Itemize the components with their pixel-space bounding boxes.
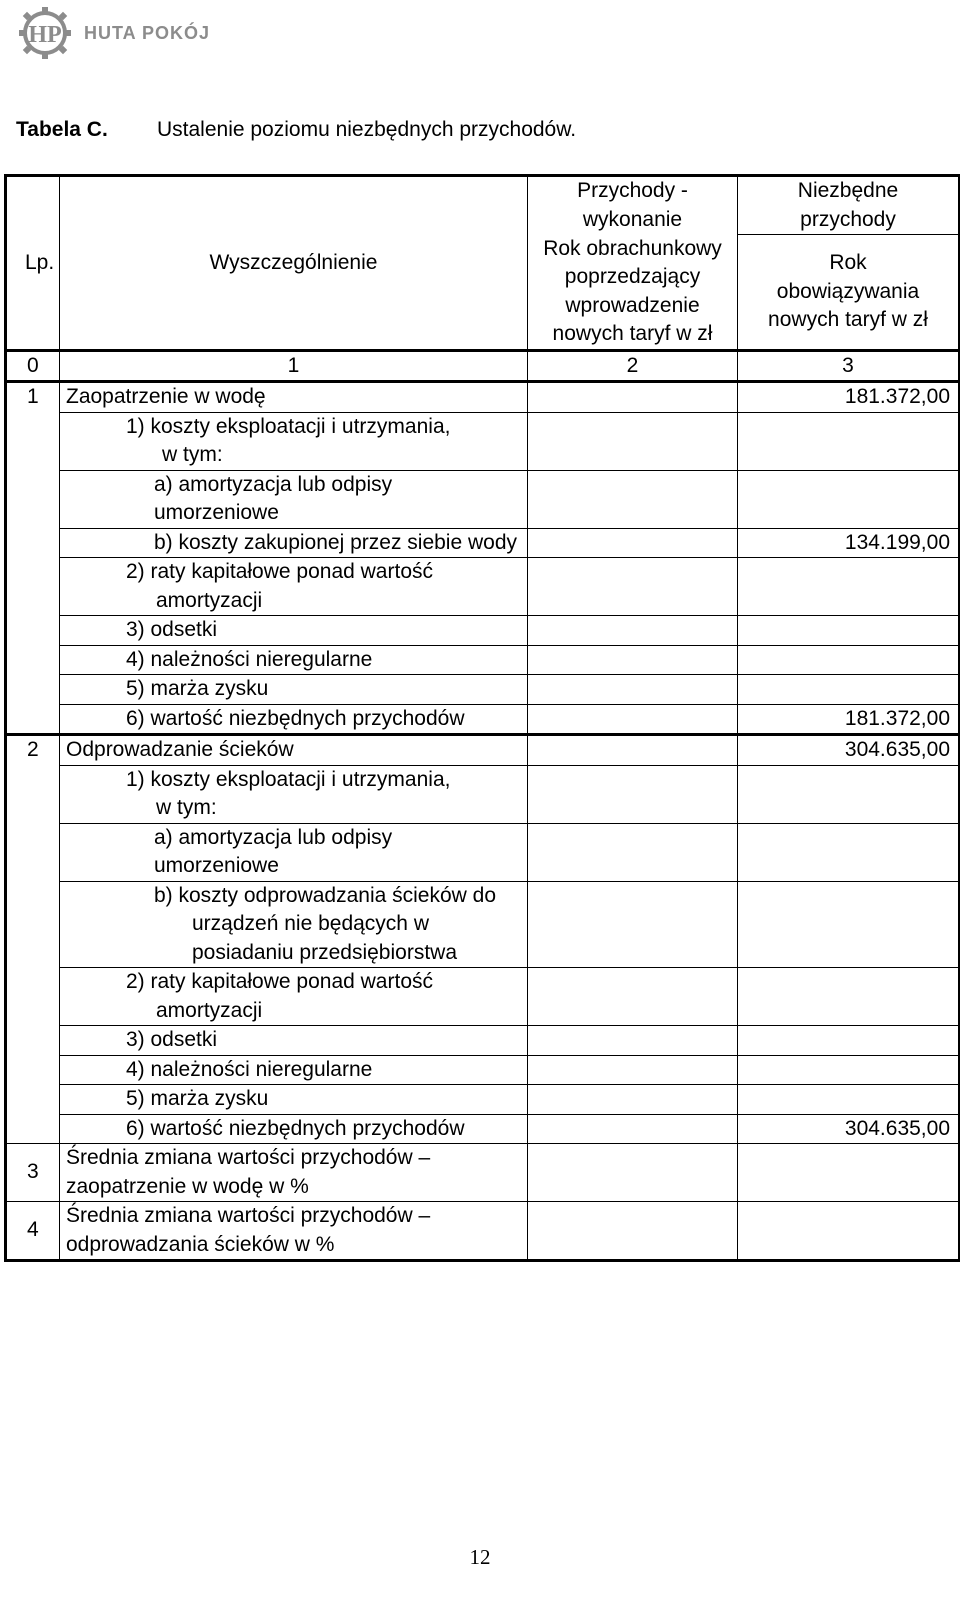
s2-rb3: posiadaniu przedsiębiorstwa (192, 940, 457, 964)
colnum-2: 2 (528, 350, 738, 382)
s1-rb-value: 134.199,00 (738, 528, 960, 558)
table-row (6, 616, 960, 646)
gear-logo-icon (14, 4, 76, 62)
table-row (6, 823, 960, 881)
table-row (6, 1114, 960, 1144)
s2-r1a: 1) koszty eksploatacji i utrzymania, (126, 767, 451, 791)
s3-line2: zaopatrzenie w wodę w % (66, 1174, 309, 1198)
s1-r3: 3) odsetki (60, 616, 528, 646)
s2-lp: 2 (6, 735, 60, 766)
s4-line1: Średnia zmiana wartości przychodów – (66, 1204, 431, 1227)
s1-r4: 4) należności nieregularne (60, 645, 528, 675)
s4-line2: odprowadzania ścieków w % (66, 1232, 335, 1256)
s2-r1b: w tym: (156, 796, 217, 819)
table-row (6, 528, 960, 558)
table-row (6, 675, 960, 705)
table-row (6, 1202, 960, 1261)
page-number: 12 (469, 1545, 491, 1569)
s4-lp: 4 (6, 1202, 60, 1261)
s2-value: 304.635,00 (738, 735, 960, 766)
s2-rb1: b) koszty odprowadzania ścieków do (154, 883, 497, 907)
s3-lp: 3 (6, 1144, 60, 1202)
table-row (6, 968, 960, 1026)
s1-r1b: w tym: (162, 443, 223, 466)
colnum-0: 0 (6, 350, 60, 382)
caption-label: Tabela C. (16, 118, 108, 141)
header-row-top (6, 176, 960, 235)
table-row (6, 765, 960, 823)
s1-ra: a) amortyzacja lub odpisy umorzeniowe (60, 470, 528, 528)
s2-r2a: 2) raty kapitałowe ponad wartość (126, 970, 433, 993)
table-row (6, 1144, 960, 1202)
colnum-1: 1 (60, 350, 528, 382)
table-caption (16, 118, 576, 142)
s1-r5: 5) marża zysku (60, 675, 528, 705)
table-row (6, 470, 960, 528)
table-row (6, 645, 960, 675)
s2-r3: 3) odsetki (60, 1026, 528, 1056)
table-row (6, 704, 960, 735)
s3-line1: Średnia zmiana wartości przychodów – (66, 1146, 431, 1169)
company-logo (14, 4, 210, 62)
table-row (6, 558, 960, 616)
header-col3-bottom: Rok obowiązywania nowych taryf w zł (738, 235, 960, 351)
table-row (6, 382, 960, 413)
table-row (6, 881, 960, 968)
header-col2-bottom: Rok obrachunkowy poprzedzający wprowadzenie nowych taryf w zł (528, 235, 738, 351)
s1-value: 181.372,00 (738, 382, 960, 413)
table-row (6, 735, 960, 766)
s2-r6: 6) wartość niezbędnych przychodów (60, 1114, 528, 1144)
s1-lp: 1 (6, 382, 60, 413)
s2-r6-value: 304.635,00 (738, 1114, 960, 1144)
s2-title: Odprowadzanie ścieków (60, 735, 528, 766)
s2-r5: 5) marża zysku (60, 1085, 528, 1115)
s1-r6-value: 181.372,00 (738, 704, 960, 735)
s2-rb2: urządzeń nie będących w (192, 912, 429, 935)
header-desc: Wyszczególnienie (60, 176, 528, 351)
header-col3-top: Niezbędne przychody (738, 176, 960, 235)
colnum-3: 3 (738, 350, 960, 382)
table-row (6, 1026, 960, 1056)
table-row (6, 412, 960, 470)
revenue-table (4, 174, 960, 1262)
header-lp: Lp. (6, 176, 60, 351)
s1-rb: b) koszty zakupionej przez siebie wody (60, 528, 528, 558)
table-row (6, 1085, 960, 1115)
column-number-row (6, 350, 960, 382)
s2-ra: a) amortyzacja lub odpisy umorzeniowe (60, 823, 528, 881)
s2-r4: 4) należności nieregularne (60, 1055, 528, 1085)
logo-text: HUTA POKÓJ (84, 22, 211, 43)
logo-mark: HP (28, 22, 62, 48)
s1-r6: 6) wartość niezbędnych przychodów (60, 704, 528, 735)
s1-r2a: 2) raty kapitałowe ponad wartość (126, 560, 433, 583)
caption-title: Ustalenie poziomu niezbędnych przychodów. (157, 118, 577, 141)
s1-r2b: amortyzacji (156, 588, 263, 612)
header-col2-top: Przychody - wykonanie (528, 176, 738, 235)
s1-r1a: 1) koszty eksploatacji i utrzymania, (126, 414, 451, 438)
s1-title: Zaopatrzenie w wodę (60, 382, 528, 413)
table-row (6, 1055, 960, 1085)
s2-r2b: amortyzacji (156, 998, 263, 1022)
